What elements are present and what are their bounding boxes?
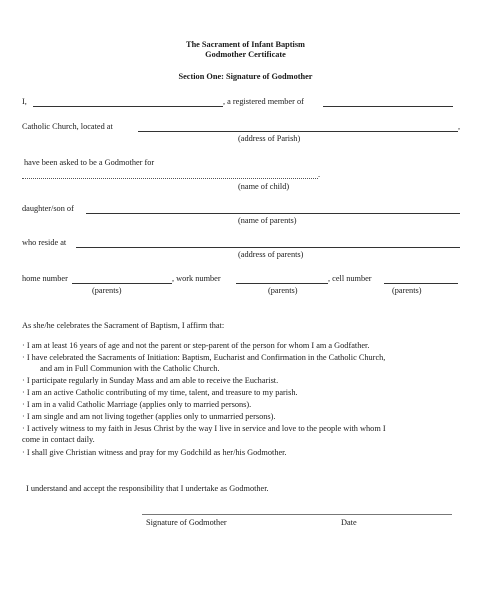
row4-label: daughter/son of (22, 204, 74, 213)
cell-number-label: , cell number (328, 274, 372, 283)
parish-address-field[interactable] (138, 131, 458, 132)
list-item: · I am an active Catholic contributing of my time, talent, and treasure to my parish. (22, 388, 298, 397)
cell-number-field[interactable] (384, 283, 458, 284)
caption-address-parish: (address of Parish) (238, 134, 301, 143)
work-number-label: , work number (172, 274, 221, 283)
date-label: Date (341, 518, 357, 527)
caption-parents-work: (parents) (268, 286, 298, 295)
list-item: · I shall give Christian witness and pray for my Godchild as her/his Godmother. (22, 448, 287, 457)
list-item: come in contact daily. (22, 435, 95, 444)
home-number-label: home number (22, 274, 68, 283)
godmother-name-field[interactable] (33, 106, 223, 107)
affirm-statement: As she/he celebrates the Sacrament of Baptism, I affirm that: (22, 321, 225, 330)
row3-period: . (318, 170, 321, 179)
row5-label: who reside at (22, 238, 67, 247)
work-number-field[interactable] (236, 283, 328, 284)
signature-line[interactable] (142, 514, 452, 515)
row2-comma: , (458, 122, 461, 131)
certificate-subtitle: Godmother Certificate (205, 50, 286, 59)
list-item: · I participate regularly in Sunday Mass and am able to receive the Eucharist. (22, 376, 279, 385)
list-item: · I am at least 16 years of age and not the parent or step-parent of the person for whom I am a Godfather. (22, 341, 370, 350)
parents-address-field[interactable] (76, 247, 460, 248)
caption-parents-cell: (parents) (392, 286, 422, 295)
row1-label-i: I, (22, 97, 27, 106)
list-item: and am in Full Communion with the Catholic Church. (40, 364, 220, 373)
acceptance-statement: I understand and accept the responsibility that I undertake as Godmother. (26, 484, 269, 493)
list-item: · I am in a valid Catholic Marriage (applies only to married persons). (22, 400, 252, 409)
list-item: · I actively witness to my faith in Jesus Christ by the way I live in service and love to the people with whom I (22, 424, 386, 433)
section-heading: Section One: Signature of Godmother (178, 72, 313, 81)
parish-name-field[interactable] (323, 106, 453, 107)
signature-label: Signature of Godmother (146, 518, 227, 527)
caption-address-parents: (address of parents) (238, 250, 304, 259)
certificate-title: The Sacrament of Infant Baptism (186, 40, 305, 49)
child-name-field[interactable] (22, 178, 318, 179)
caption-name-parents: (name of parents) (238, 216, 297, 225)
caption-name-child: (name of child) (238, 182, 290, 191)
caption-parents-home: (parents) (92, 286, 122, 295)
parents-name-field[interactable] (86, 213, 460, 214)
row3-label: have been asked to be a Godmother for (24, 158, 155, 167)
row2-label: Catholic Church, located at (22, 122, 113, 131)
list-item: · I have celebrated the Sacraments of Initiation: Baptism, Eucharist and Confirmation in the Catholic Church, (22, 353, 386, 362)
home-number-field[interactable] (72, 283, 172, 284)
row1-label-member: , a registered member of (223, 97, 304, 106)
list-item: · I am single and am not living together (applies only to unmarried persons). (22, 412, 276, 421)
